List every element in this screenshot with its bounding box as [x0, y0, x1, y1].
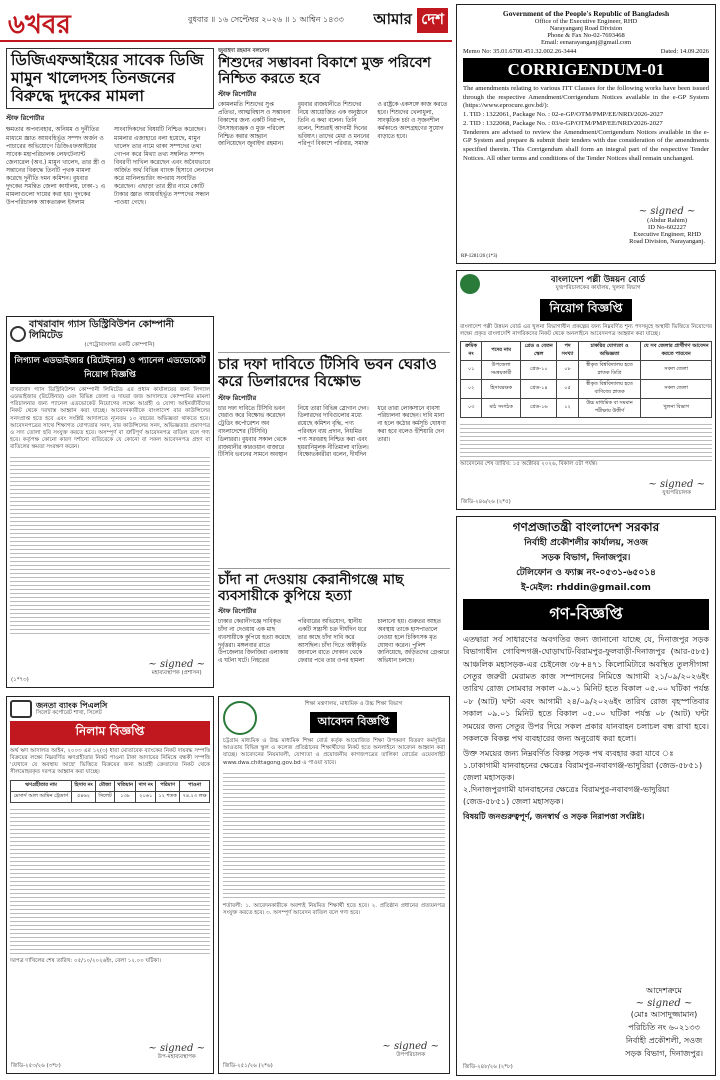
din-title: গণ-বিজ্ঞপ্তি [463, 599, 709, 630]
corr-memo-date: Dated: 14.09.2026 [660, 48, 709, 55]
story-dgfi [6, 48, 214, 308]
bpdb-table-cell: খুলনা বিভাগ [641, 399, 712, 418]
bank-signatory: উপ-মহাব্যবস্থাপক [157, 1053, 196, 1060]
page-header [0, 0, 452, 42]
ctg-signature-block [382, 1041, 439, 1059]
story-dgfi-headline: ডিজিএফআইয়ের সাবেক ডিজি মামুন খালেদসহ তিনজনের বিরুদ্ধে দুদকের মামলা [6, 48, 214, 109]
bpdb-table-cell: ০৮ [557, 361, 578, 380]
corr-memo: Memo No: 35.01.6700.451.32.002.26-3444 [463, 48, 577, 55]
bpdb-footer: আবেদনের শেষ তারিখ: ১৫ অক্টোবর ২০২৬, বিকাল ৫টা পর্যন্ত। [460, 461, 598, 468]
bank-title: নিলাম বিজ্ঞপ্তি [10, 721, 210, 745]
bpdb-table-header: পদের নাম [482, 342, 521, 361]
bank-table-header: মৌজা [96, 780, 115, 791]
din-route1: ১.ঢাকাগামী যানবাহনের ক্ষেত্রেঃ বিরামপুর-নবাবগঞ্জ-ভাদুরিয়া (জেড-৫৮৫১) জেলা মহাসড়ক। [463, 761, 703, 783]
story-zubaida-kicker: জুবাইদা রহমান বললেন [218, 48, 270, 54]
bpdb-table-header: ক্রমিক নং [461, 342, 482, 361]
page-number: ৬খবর [8, 10, 71, 40]
din-signature-block [625, 985, 703, 1061]
din-signatory-name: (মোঃ আসাদুজ্জামান) [630, 1010, 698, 1019]
brand-left: আমার [373, 10, 412, 28]
notice-corrigendum [456, 4, 716, 264]
bpdb-table-cell: হিসাবরক্ষক [482, 380, 521, 399]
bank-table-header: পরিমাণ [156, 780, 180, 791]
gas-org-sub: (পেট্রোবাংলার একটি কোম্পানি) [84, 341, 155, 348]
din-email: ই-মেইল: rhddin@gmail.com [521, 582, 651, 593]
masthead-logo [373, 8, 448, 33]
corr-closing: Tenderers are advised to review the Amendment/Corrigendum Notices available in the e-GP System and prepare & submit their tenders with due consideration of the amendments specified therein. This Corrigendum shall form an integral part of the respective Tender Notices. All other terms and conditions of the Tender Notices shall remain unchanged. [463, 128, 709, 162]
corr-intro: The amendments relating to various ITT Clauses for the following works have been issued through the respective Amendment/Corrigendum Notices available in the e-GP System (https://www.eprocure.gov.bd/): [463, 85, 709, 110]
bpdb-table-header: যে সব জেলার প্রার্থীগণ আবেদন করতে পারবেন [641, 342, 712, 361]
story-keraniganj-headline: চাঁদা না দেওয়ায় কেরানীগঞ্জে মাছ ব্যবসায়ীকে কুপিয়ে হত্যা [218, 568, 450, 604]
corr-signature-block [629, 206, 705, 245]
bpdb-table-cell: ০৫ [557, 380, 578, 399]
bpdb-fine-print [460, 421, 712, 461]
brand-right: দেশ [417, 8, 448, 33]
din-signatory-title: নির্বাহী প্রকৌশলী, সওজ [625, 1036, 703, 1045]
gas-fine-print [10, 454, 210, 634]
notice-dinajpur [456, 516, 716, 1076]
bank-table-header: খতিয়ান [114, 780, 135, 791]
bpdb-table-row [461, 380, 712, 399]
bpdb-table-cell: উচ্চ মাধ্যমিক বা সমমান পরীক্ষায় উত্তীর্ণ [578, 399, 641, 418]
story-tcb-byline: স্টাফ রিপোর্টার [218, 393, 257, 402]
din-signatory-office: সড়ক বিভাগ, দিনাজপুর। [625, 1049, 703, 1058]
story-dgfi-body: ক্ষমতার অপব্যবহার, অনিয়ম ও দুর্নীতির মাধ্যমে জ্ঞাত আয়বহির্ভূত সম্পদ অর্জন ও পাচারের অভিযোগে ডিজিএফআইয়ের সাবেক মহাপরিচালক লেফটেন্যান্ট জেনারেল (অব.) মামুন খালেদ, তার স্ত্রী ও সন্তানের বিরুদ্ধে তিনটি পৃথক মামলা করেছে দুর্নীতি দমন কমিশন। বুধবার দুদকের সমন্বিত জেলা কার্যালয়, ঢাকা-১ এ মামলাগুলো দায়ের করা হয়। দুদকের উপপরিচালক আকতারুল ইসলাম সাংবাদিকদের বিষয়টি নিশ্চিত করেছেন। মামলার এজাহারে বলা হয়েছে, মামুন খালেদ তার নামে থাকা সম্পদের তথ্য গোপন করে মিথ্যা তথ্য সম্বলিত সম্পদ বিবরণী দাখিল করেছেন এবং অবৈধভাবে অর্জিত অর্থ বিভিন্ন ব্যাংক হিসাবে লেনদেন করে মানিলন্ডারিং অপরাধ সংঘটিত করেছেন। এছাড়া তার স্ত্রীর নামে কোটি টাকার জ্ঞাত আয়বহির্ভূত সম্পদের সন্ধান পাওয়া গেছে। [6, 126, 214, 207]
din-ref: জিডি-২৪৮/২৬ (২*৮) [463, 1063, 513, 1070]
din-body: এতদ্বারা সর্ব সাধারণের অবগতির জন্য জানানো যাচ্ছে যে, দিনাজপুর সড়ক বিভাগাধীন গোবিন্দগঞ্জ-ঘোড়াঘাট-বিরামপুর-ফুলবাড়ী-দিনাজপুর (আর-৫৮৫) আঞ্চলিক মহাসড়ক-এর চেইনেজ ৩৮+৪৭১ কিলোমিটারে অবস্থিত তুলসীগঙ্গা সেতুর জরুরী মেরামত কাজ সম্পাদনের নিমিত্তে আগামী ২১/০৯/২০২৬ইং তারিখ রোজ সোমবার সকাল ০৯.০১ মিনিট হতে বিকাল ০৫.০০ ঘটিকা পর্যন্ত ০৮ (আট) ঘন্টা এবং আগামী ২৪/০৯/২০২৬ইং তারিখ রোজ বৃহস্পতিবার সকাল ০৯.০১ মিনিট হতে বিকাল ০৫.০০ ঘটিকা পর্যন্ত ০৮ (আট) ঘন্টা সময়ের জন্য সেতুর উপর দিয়ে সকল প্রকার যানবাহন চলাচল বন্ধ রাখা হবে। সকলকে বিকল্প পথ ব্যবহারের জন্য অনুরোধ করা হলো। [463, 634, 709, 743]
bpdb-title: নিয়োগ বিজ্ঞপ্তি [540, 299, 633, 321]
din-route2: ২.দিনাজপুরগামী যানবাহনের ক্ষেত্রেঃ বিরামপুর-নবাবগঞ্জ-ভাদুরিয়া (জেড-৫৮৫১) জেলা মহাসড়ক। [463, 785, 670, 807]
bpdb-table-cell: সকল জেলা [641, 361, 712, 380]
story-dgfi-byline: স্টাফ রিপোর্টার [6, 114, 45, 123]
corr-signatory-title: Executive Engineer, RHD [633, 231, 701, 238]
bank-org-sub: সিলেট কর্পোরেট শাখা, সিলেট [36, 710, 102, 717]
bpdb-table-cell: ১২ [557, 399, 578, 418]
story-keraniganj-byline: স্টাফ রিপোর্টার [218, 607, 257, 616]
din-office: নির্বাহী প্রকৌশলীর কার্যালয়, সওজ [524, 537, 648, 548]
bank-table-cell: ৭৪.২৩ লক্ষ [180, 791, 210, 802]
bpdb-table-header: গ্রেড ও বেতন স্কেল [521, 342, 557, 361]
din-closing: বিষয়টি জনগুরুত্বপূর্ণ, জনস্বার্থ ও সড়ক নিরাপত্তা সংশ্লিষ্ট। [463, 812, 645, 822]
gas-logo-icon [10, 326, 26, 342]
corr-item1: 1. TID : 1322061, Package No. : 02-e-GP/OTM/PMP/EE/NRD/2026-2027 [463, 111, 664, 119]
corr-org-line5: Email: eenarayanganj@gmail.com [540, 39, 632, 46]
din-signature: ~ signed ~ [635, 998, 693, 1009]
bpdb-signature: ~ signed ~ [648, 478, 705, 490]
bpdb-table-cell: স্বীকৃত বিশ্ববিদ্যালয় হতে স্নাতক ডিগ্রি [578, 361, 641, 380]
bpdb-table-cell: ০২ [461, 380, 482, 399]
bpdb-table-cell: সকল জেলা [641, 380, 712, 399]
gas-ref: (১*৭৩) [11, 676, 29, 683]
ctg-title: আবেদন বিজ্ঞপ্তি [310, 712, 398, 733]
bpdb-signature-block [648, 479, 705, 497]
gas-signature: ~ signed ~ [148, 658, 205, 670]
ctg-emblem-icon [223, 701, 257, 735]
bpdb-table-cell: মাঠ সংগঠক [482, 399, 521, 418]
notice-gas [6, 316, 214, 688]
story-zubaida-headline: শিশুদের সম্ভাবনা বিকাশে মুক্ত পরিবেশ নিশ্চিত করতে হবে [218, 55, 431, 88]
story-tcb-headline: চার দফা দাবিতে টিসিবি ভবন ঘেরাও করে ডিলারদের বিক্ষোভ [218, 352, 450, 391]
corr-org-line3: Narayanganj Road Division [549, 25, 623, 32]
corr-org-line4: Phone & Fax No-02-7693468 [547, 32, 625, 39]
bank-table-cell: ২০৬১ [136, 791, 156, 802]
bpdb-signatory: যুগ্মপরিচালক [662, 489, 691, 496]
bpdb-ref: জিডি-২৪৬/২৬ (২*৫) [461, 498, 511, 505]
story-keraniganj-body: ঢাকার কেরানীগঞ্জে দাবিকৃত চাঁদা না দেওয়ায় এক মাছ ব্যবসায়ীকে কুপিয়ে হত্যা করেছে দুর্বৃত্তরা। মঙ্গলবার রাতে উপজেলার জিনজিরা এলাকায় এ ঘটনা ঘটে। নিহতের পরিবারের অভিযোগ, স্থানীয় একটি সন্ত্রাসী চক্র দীর্ঘদিন ধরে তার কাছে চাঁদা দাবি করে আসছিল। চাঁদা দিতে অস্বীকৃতি জানালে রাতে দোকান থেকে ফেরার পথে তার ওপর হামলা চালানো হয়। গুরুতর আহত অবস্থায় তাকে হাসপাতালে নেওয়া হলে চিকিৎসক মৃত ঘোষণা করেন। পুলিশ জানিয়েছে, জড়িতদের গ্রেপ্তারে অভিযান চলছে। [218, 619, 449, 665]
gas-signatory: মহাব্যবস্থাপক (প্রশাসন) [151, 669, 202, 676]
bpdb-table-cell: গ্রেড-১৬ [521, 399, 557, 418]
notice-bpdb [456, 270, 716, 510]
bpdb-table-cell: উপজেলা সমন্বয়কারী [482, 361, 521, 380]
ctg-ref: জিডি-২৫১/২৬ (২*৬) [223, 1062, 273, 1069]
notice-bank [6, 696, 214, 1074]
bank-table-header: দাগ নং [136, 780, 156, 791]
bpdb-table-header: পদ সংখ্যা [557, 342, 578, 361]
story-tcb [218, 352, 450, 557]
story-zubaida-byline: স্টাফ রিপোর্টার [218, 90, 257, 99]
ctg-signature: ~ signed ~ [382, 1040, 439, 1052]
corr-item2: 2. TID : 1322068, Package No. : 03/e-GP/OTM/PMP/EE/NRD/2026-2027 [463, 119, 663, 127]
din-division: সড়ক বিভাগ, দিনাজপুর। [541, 552, 631, 563]
bpdb-table-cell: স্বীকৃত বিশ্ববিদ্যালয় হতে বাণিজ্যে স্নাতক [578, 380, 641, 399]
bank-org: জনতা ব্যাংক পিএলসি [36, 700, 108, 710]
bpdb-logo-icon [460, 274, 480, 294]
din-signatory-id: পরিচিতি নং ৬০২১৩৩ [628, 1023, 700, 1032]
corr-signatory-id: ID No-602227 [648, 224, 687, 231]
bpdb-table-cell: গ্রেড-১০ [521, 361, 557, 380]
bpdb-table-cell: ০৩ [461, 399, 482, 418]
story-zubaida-body: কোমলমতি শিশুদের সুপ্ত প্রতিভা, আত্মবিশ্বাস ও সম্ভাবনা বিকাশের জন্য একটি নিরাপদ, উৎসাহব্যঞ্জক ও মুক্ত পরিবেশ নিশ্চিত করার আহ্বান জানিয়েছেন জুবাইদা রহমান। বুধবার রাজধানীতে শিশুদের নিয়ে আয়োজিত এক অনুষ্ঠানে তিনি এ কথা বলেন। তিনি বলেন, শিশুরাই আগামী দিনের ভবিষ্যৎ। তাদের মেধা ও মননের পরিপূর্ণ বিকাশে পরিবার, সমাজ ও রাষ্ট্রকে একসঙ্গে কাজ করতে হবে। শিশুদের খেলাধুলা, সাংস্কৃতিক চর্চা ও সৃজনশীল কর্মকাণ্ডে অংশগ্রহণের সুযোগ বাড়াতে হবে। [218, 102, 448, 148]
din-phone: টেলিফোন ও ফ্যাক্স নং-০৫৩১-৬৫০১৪ [516, 567, 656, 578]
bpdb-table-row [461, 361, 712, 380]
bank-logo-icon [10, 700, 32, 718]
din-org-title: গণপ্রজাতন্ত্রী বাংলাদেশ সরকার [512, 520, 660, 534]
bpdb-org: বাংলাদেশ পল্লী উন্নয়ন বোর্ড [550, 274, 646, 285]
corr-org-line2: Office of the Executive Engineer, RHD [534, 18, 638, 25]
bank-signature: ~ signed ~ [148, 1042, 205, 1054]
bpdb-table-cell: গ্রেড-১৪ [521, 380, 557, 399]
bank-table-cell: ১৩৮ [114, 791, 135, 802]
bank-table-header: হিসাব নং [71, 780, 95, 791]
story-zubaida [218, 48, 450, 296]
issue-date: বুধবার ॥ ১৬ সেপ্টেম্বর ২০২৬ ॥ ১ আশ্বিন ১৪৩৩ [188, 15, 344, 24]
story-tcb-body: চার দফা দাবিতে টিসিবি ভবন ঘেরাও করে বিক্ষোভ করেছেন ট্রেডিং কর্পোরেশন অব বাংলাদেশের (টিসিবি) ডিলাররা। বুধবার সকাল থেকে রাজধানীর কারওয়ান বাজারে টিসিবি ভবনের সামনে অবস্থান নিয়ে তারা বিভিন্ন স্লোগান দেন। ডিলারদের দাবিগুলোর মধ্যে রয়েছে কমিশন বৃদ্ধি, পণ্য পরিবহন ব্যয় প্রদান, নিয়মিত পণ্য সরবরাহ নিশ্চিত করা এবং হয়রানিমূলক নীতিমালা বাতিল। বিক্ষোভকারীরা বলেন, দীর্ঘদিন ধরে তারা লোকসানে ব্যবসা পরিচালনা করছেন। দাবি মানা না হলে কঠোর কর্মসূচি ঘোষণা করা হবে বলেও হুঁশিয়ারি দেন তারা। [218, 405, 446, 459]
bank-table-header: ঋণগ্রহীতার নাম [11, 780, 72, 791]
din-sign-label: আদেশক্রমে [646, 986, 682, 995]
bank-footer: দরপত্র দাখিলের শেষ তারিখ: ০৫/১০/২০২৬ইং, বেলা ১২.০০ ঘটিকা। [10, 957, 161, 964]
gas-org: বাখরাবাদ গ্যাস ডিস্ট্রিবিউশন কোম্পানী লিমিটেড [29, 319, 174, 341]
corr-signatory-office: Road Division, Narayanganj. [629, 238, 705, 245]
ctg-org-sub: শিক্ষা মন্ত্রণালয়, মাধ্যমিক ও উচ্চ শিক্ষা বিভাগ [304, 701, 403, 707]
ctg-fine-print [223, 770, 445, 900]
ctg-conditions: শর্তাবলী: ১. আবেদনকারীকে অবশ্যই নিয়মিত শিক্ষার্থী হতে হবে। ২. প্রতিষ্ঠান প্রধানের প্রত্যয়নপত্র সংযুক্ত করতে হবে। ৩. অসম্পূর্ণ আবেদন বাতিল বলে গণ্য হবে। [223, 902, 445, 916]
bpdb-table-cell: ০১ [461, 361, 482, 380]
bank-table-cell: মেসার্স আল আমিন ট্রেডার্স [11, 791, 72, 802]
gas-title: লিগ্যাল এডভাইজার (রিটেইনার) ও প্যানেল এডভোকেট নিয়োগ বিজ্ঞপ্তি [10, 352, 210, 384]
corr-signatory-name: (Abdur Rahim) [647, 217, 688, 224]
ctg-signatory: উপপরিচালক [396, 1051, 426, 1058]
corr-org-line1: Government of the People's Republic of Bangladesh [502, 9, 670, 18]
bpdb-org-sub: যুগ্মপরিচালকের কার্যালয়, খুলনা বিভাগ [555, 285, 641, 292]
bank-table [10, 780, 210, 803]
din-routes-intro: উক্ত সময়ের জন্য নিম্নবর্ণিত বিকল্প সড়ক পথ ব্যবহার করা যাবে ঃ [463, 749, 674, 759]
bpdb-table-row [461, 399, 712, 418]
ctg-body: চট্টগ্রাম মাধ্যমিক ও উচ্চ মাধ্যমিক শিক্ষা বোর্ড কর্তৃক আয়োজিত শিক্ষা উপকরণ বিতরণ কর্মসূচির আওতায় বিভিন্ন স্কুল ও কলেজ প্রতিষ্ঠানের শিক্ষার্থীদের নিকট হতে অনলাইনে আবেদন আহ্বান করা যাচ্ছে। আবেদনের নিয়মাবলী, যোগ্যতা ও প্রয়োজনীয় কাগজপত্রের তালিকা বোর্ডের ওয়েবসাইট www.dwa.chittagong.gov.bd এ পাওয়া যাবে। [223, 738, 445, 766]
story-keraniganj [218, 568, 450, 688]
bpdb-table [460, 341, 712, 418]
corr-title: CORRIGENDUM-01 [463, 58, 709, 82]
bank-fine-print [10, 806, 210, 956]
corr-ref: RP-1281/26 (1*3) [461, 254, 498, 259]
bank-table-cell: ১২ শতক [156, 791, 180, 802]
bank-table-cell: সিলেট [96, 791, 115, 802]
bpdb-table-header: চাকরির যোগ্যতা ও অভিজ্ঞতা [578, 342, 641, 361]
corr-signature: ~ signed ~ [638, 206, 696, 217]
gas-body: বাখরাবাদ গ্যাস ডিস্ট্রিবিউশন কোম্পানী লিমিটেড এর প্রধান কার্যালয়ের জন্য লিগ্যাল এডভাইজার (রিটেইনার) এবং বিভিন্ন জেলা ও দায়রা জজ আদালতে কোম্পানির মামলা পরিচালনার জন্য প্যানেল এডভোকেট নিয়োগের লক্ষ্যে আগ্রহী ও যোগ্য আইনজীবীদের নিকট থেকে দরখাস্ত আহ্বান করা যাচ্ছে। আবেদনকারীকে বাংলাদেশ বার কাউন্সিলের সনদপ্রাপ্ত হতে হবে এবং সংশ্লিষ্ট আদালতে ন্যূনতম ১০ বছরের অভিজ্ঞতা থাকতে হবে। আবেদনপত্রের সাথে শিক্ষাগত যোগ্যতার সনদ, বার কাউন্সিলের সনদ, অভিজ্ঞতার প্রমাণপত্র ও সদ্য তোলা ছবি সংযুক্ত করতে হবে। অসম্পূর্ণ বা ত্রুটিপূর্ণ আবেদনপত্র বাতিল বলে গণ্য হবে। কর্তৃপক্ষ কোনো কারণ দর্শানো ব্যতিরেকে যে কোনো বা সকল আবেদনপত্র গ্রহণ বা বাতিলের ক্ষমতা সংরক্ষণ করেন। [10, 386, 210, 451]
bank-body: অর্থ ঋণ আদালত আইন, ২০০৩ এর ১২(৩) ধারা মোতাবেক ব্যাংকের নিকট দায়বদ্ধ সম্পত্তি বিক্রয়ের লক্ষ্যে নিম্নবর্ণিত ঋণগ্রহীতার নিকট পাওনা টাকা আদায়ের নিমিত্তে বন্ধকী সম্পত্তি 'যেখানে যে অবস্থায় আছে' ভিত্তিতে বিক্রয়ের জন্য আগ্রহী ক্রেতাদের নিকট থেকে সীলমোহরকৃত দরপত্র আহ্বান করা যাচ্ছে। [10, 748, 210, 776]
bpdb-intro: বাংলাদেশ পল্লী উন্নয়ন বোর্ড এর খুলনা বিভাগাধীন প্রকল্পের জন্য নিম্নবর্ণিত শূন্য পদসমূহে অস্থায়ী ভিত্তিতে নিয়োগের লক্ষ্যে প্রকৃত বাংলাদেশি নাগরিকদের নিকট থেকে অনলাইনে আবেদনপত্র আহ্বান করা যাচ্ছে। [460, 324, 712, 338]
notice-chittagong [218, 696, 450, 1074]
bank-signature-block [148, 1043, 205, 1061]
bank-table-cell: ৫৪৬২ [71, 791, 95, 802]
gas-signature-block [148, 659, 205, 677]
bank-ref: জিডি-২৫৩/২৬ (৩*৮) [11, 1062, 61, 1069]
bank-table-header: পাওনা [180, 780, 210, 791]
